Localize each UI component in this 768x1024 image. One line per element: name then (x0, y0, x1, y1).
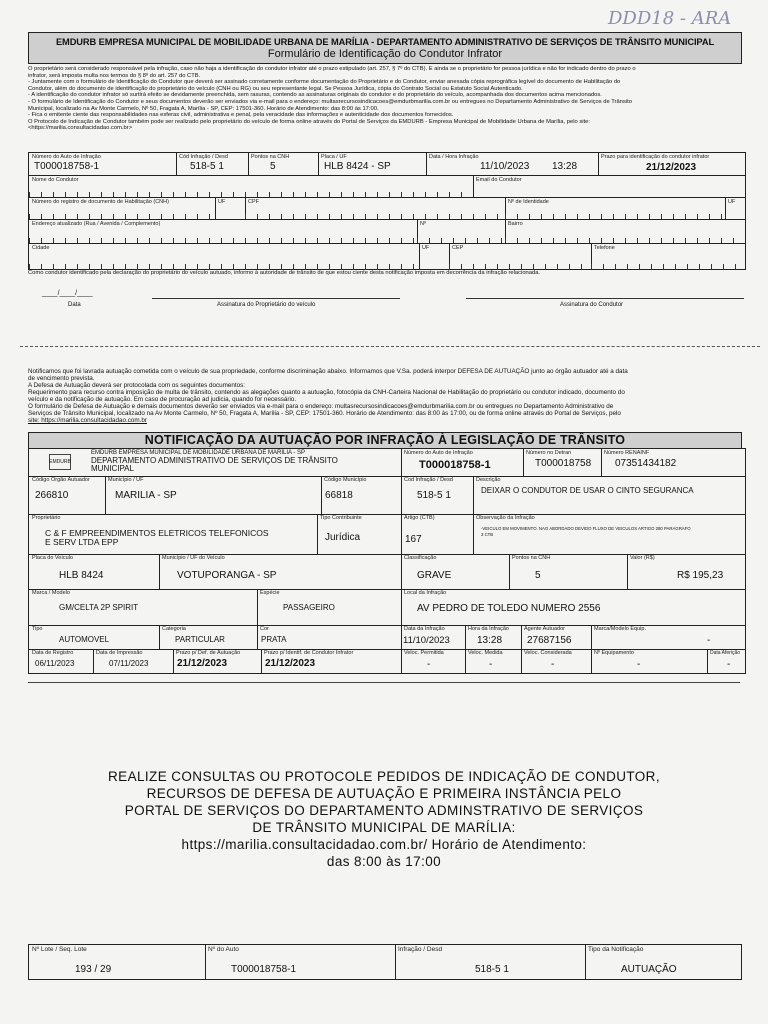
artigo-value: 167 (405, 534, 422, 545)
data-afer-value: - (727, 659, 731, 670)
intro-line: - O formulário de Identificação do Condutor e seus documentos deverão ser enviados via e-mail para o endereço: multasrecursosindicacoes@emdurbmarilia.com.br ou entregues no Departamento Administrativo de Serviços de Trânsito (28, 98, 632, 105)
email-label: Email do Condutor (476, 177, 522, 183)
intro-line: infrator, será imposta multa nos termos do § 8º do art. 257 do CTB. (28, 72, 201, 79)
intro-line: - Juntamente com o formulário de Identificação do Condutor que deverá ser assinado corretamente conforme documentação do Proprietário e do Condutor, enviar anexada cópia reprográfica legível do documento de Habilitação do (28, 79, 621, 86)
classificacao-label: Classificação (404, 555, 437, 561)
telefone-label: Telefone (594, 245, 615, 251)
marca-equip-value: - (707, 635, 711, 646)
bairro-label: Bairro (508, 221, 523, 227)
notification-grid (28, 448, 746, 674)
data-registro-value: 06/11/2023 (35, 659, 75, 668)
tipo-label: Tipo (32, 626, 43, 632)
footer-infracao-value: 518-5 1 (475, 964, 509, 975)
pontos-cell (248, 153, 319, 175)
cod-inf-value: 518-5 1 (417, 490, 451, 501)
org-line: EMDURB EMPRESA MUNICIPAL DE MOBILIDADE URBANA DE MARÍLIA - SP (91, 450, 306, 456)
uf2-field[interactable] (725, 198, 745, 220)
form-row-nome (29, 175, 745, 198)
intro-line: O Protocolo de Indicação de Condutor também pode ser realizado pelo proprietário do veículo de forma online através do Portal de Serviços da EMDURB - Empresa Municipal de Mobilidade Urbana de Marília, pelo site: (28, 118, 590, 125)
municipio-value: MARILIA - SP (115, 490, 177, 501)
veloc-cons-value: - (551, 659, 555, 670)
agente-value: 27687156 (527, 635, 572, 646)
proprietario-value-line1: C & F EMPREENDIMENTOS ELETRICOS TELEFONICOS (45, 528, 269, 538)
footer-auto-cell (205, 945, 396, 979)
notice-line: veículo e da notificação de autuação. Em caso de procuração ad judicia, quando for necessário. (28, 396, 297, 403)
data-registro-cell (29, 649, 94, 673)
notice-line: de vencimento prevista. (28, 375, 95, 382)
cod-inf-label: Cod Infração / Desd (404, 477, 453, 483)
footer-auto-label: Nº do Auto (208, 946, 239, 953)
pontos-label: Pontos na CNH (512, 555, 551, 561)
emdurb-logo-icon (49, 454, 71, 470)
municipio-veiculo-cell (159, 554, 401, 589)
identidade-field[interactable] (505, 198, 726, 220)
auto-num-cell (29, 153, 177, 175)
identidade-label: Nº de Identidade (508, 199, 549, 205)
declaration-text: Como condutor identificado pela declaração do proprietário do veículo autuado, informo à autoridade de trânsito de que estou ciente desta notificação imposta em decorrência da infração relacionada. (28, 270, 541, 276)
orgao-row (29, 476, 401, 515)
footer-tipo-value: AUTUAÇÃO (621, 964, 677, 975)
artigo-row (401, 514, 745, 555)
intro-text (28, 66, 746, 132)
message-line: das 8:00 às 17:00 (326, 854, 442, 869)
tipo-contrib-label: Tipo Contribuinte (320, 515, 362, 521)
artigo-label: Artigo (CTB) (404, 515, 435, 521)
data-impressao-cell (93, 649, 174, 673)
especie-label: Espécie (260, 590, 280, 596)
local-value: AV PEDRO DE TOLEDO NUMERO 2556 (417, 603, 601, 614)
cnh-label: Número do registro de documento de Habilitação (CNH) (32, 199, 169, 205)
sig-driver-label: Assinatura do Condutor (560, 302, 624, 308)
cod-inf-cell (401, 476, 474, 514)
cod-municipio-label: Código Município (324, 477, 367, 483)
notice-line: site: https://marilia.consultacidadao.com.br (28, 417, 147, 424)
tipo-value: AUTOMOVEL (59, 635, 110, 644)
intro-line: O proprietário será considerado responsável pela infração, caso não haja a identificação do condutor infrator até o prazo estipulado (art. 257, § 7º do CTB). E ainda se o proprietário for pessoa jurídica e não for indicado dentro do prazo o (28, 66, 636, 72)
uf-label: UF (218, 199, 226, 205)
veloc-perm-cell (401, 649, 466, 673)
notice-line: Requerimento para recurso contra imposição de multa de trânsito, contendo as alegações quanto a autuação, fotocópia da CNH-Carteira Nacional de Habilitação do proprietário ou condutor indicado, documento do (28, 389, 625, 396)
auto-num-label: Número do Auto de Infração (404, 450, 473, 456)
hora-value: 13:28 (552, 161, 578, 172)
local-label: Local da Infração (404, 590, 447, 596)
owner-signature-line[interactable] (152, 298, 400, 299)
org-name (91, 450, 338, 473)
header-form-title: Formulário de Identificação do Condutor Infrator (267, 48, 503, 60)
data-impressao-label: Data de Impressão (96, 650, 143, 656)
descricao-label: Descrição (476, 477, 501, 483)
placa-value: HLB 8424 - SP (324, 161, 391, 172)
data-registro-label: Data de Registro (32, 650, 74, 656)
uf3-label: UF (422, 245, 430, 251)
notice-line: Notificamos que foi lavrada autuação cometida com o veículo de sua propriedade, conforme discriminação abaixo. Informamos que V.Sa. poderá interpor DEFESA DE AUTUAÇÃO junto ao órgão autuador até a data (28, 368, 628, 375)
cod-inf-cell (176, 153, 249, 175)
categoria-label: Categoria (162, 626, 186, 632)
uf3-field[interactable] (419, 244, 450, 270)
cnh-field[interactable] (29, 198, 216, 220)
cod-inf-value: 518-5 1 (190, 161, 224, 172)
marca-cell (29, 589, 258, 625)
agente-label: Agente Autuador (524, 626, 565, 632)
valor-value: R$ 195,23 (677, 570, 724, 581)
cidade-field[interactable] (29, 244, 420, 270)
auto-num-value: T000018758-1 (419, 459, 491, 471)
notice-text (28, 368, 746, 424)
nome-label: Nome do Condutor (32, 177, 79, 183)
observacao-label: Observação da Infração (476, 515, 535, 521)
uf2-label: UF (728, 199, 736, 205)
data-infracao-row (401, 625, 745, 650)
footer-lote-label: Nº Lote / Seq. Lote (32, 946, 87, 953)
endereco-field[interactable] (29, 220, 418, 244)
data-impressao-value: 07/11/2023 (109, 659, 149, 668)
cod-inf-label: Cód Infração / Desd (179, 154, 228, 160)
renainf-label: Número RENAINF (604, 450, 650, 456)
marca-label: Marca / Modelo (32, 590, 70, 596)
proprietario-row (29, 514, 401, 555)
cor-label: Cor (260, 626, 269, 632)
portal-message (84, 768, 684, 870)
pontos-label: Pontos na CNH (251, 154, 290, 160)
tipo-cell (29, 625, 160, 649)
form-row-auto (29, 153, 745, 175)
pontos-cell (509, 554, 628, 589)
proprietario-label: Proprietário (32, 515, 61, 521)
sig-data-label: Data (68, 302, 81, 308)
marca-value: GM/CELTA 2P SPIRIT (59, 603, 139, 612)
org-line: MUNICIPAL (91, 463, 134, 473)
cod-orgao-value: 266810 (35, 490, 69, 501)
uf-field[interactable] (215, 198, 246, 220)
cep-label: CEP (452, 245, 464, 251)
veloc-cons-cell (521, 649, 592, 673)
auto-num-cell (401, 449, 524, 476)
cor-cell (257, 625, 401, 649)
renainf-cell (601, 449, 745, 476)
data-value: 11/10/2023 (480, 161, 530, 172)
prazo-cell (598, 153, 745, 175)
municipio-label: Município / UF (108, 477, 144, 483)
artigo-cell (401, 514, 474, 554)
classificacao-cell (401, 554, 510, 589)
auto-num-value: T000018758-1 (34, 161, 100, 172)
auto-row (401, 449, 745, 477)
email-field[interactable] (473, 176, 745, 198)
notice-line: A Defesa de Autuação deverá ser protocolada com os seguintes documentos: (28, 382, 246, 389)
cor-value: PRATA (261, 635, 287, 644)
cod-orgao-label: Código Órgão Autuador (32, 477, 90, 483)
descricao-cell (473, 476, 745, 514)
valor-cell (627, 554, 745, 589)
placa-cell (29, 554, 160, 589)
intro-line: Municipal, localizado na Av Monte Carmelo, Nº 50, Fragata A, Marília - SP, CEP: 17501-360. Horário de Atendimento: das 8:00 às 17:00. (28, 105, 379, 112)
datas-row (29, 649, 401, 673)
prazo-ident-label: Prazo p/ Identif. de Condutor Infrator (264, 650, 354, 656)
data-hora-label: Data / Hora Infração (429, 154, 479, 160)
form-header (28, 32, 742, 64)
hora-inf-label: Hora da Infração (468, 626, 509, 632)
sig-owner-label: Assinatura do Proprietário do veículo (217, 302, 316, 308)
cod-orgao-cell (29, 476, 106, 514)
observacao-value-line2: 3 CTB (481, 532, 494, 537)
org-line: DEPARTAMENTO ADMINISTRATIVO DE SERVIÇOS DE TRÂNSITO (91, 455, 338, 465)
handwritten-reference: DDD18 - ARA (608, 8, 732, 29)
cod-municipio-cell (321, 476, 401, 514)
categoria-cell (159, 625, 258, 649)
footer-lote-cell (29, 945, 206, 979)
date-blank[interactable]: ____/____/____ (42, 290, 93, 297)
pontos-value: 5 (535, 570, 541, 581)
num-detran-label: Número no Detran (526, 450, 572, 456)
num-detran-cell (523, 449, 602, 476)
data-afer-label: Data Aferição (710, 650, 741, 656)
data-hora-cell (426, 153, 599, 175)
num-detran-value: T000018758 (535, 458, 592, 469)
data-afer-cell (707, 649, 745, 673)
proprietario-value-line2: E SERV LTDA EPP (45, 537, 119, 547)
bairro-field[interactable] (505, 220, 745, 244)
intro-line: - Fica o emitente ciente das responsabilidades nas esferas civil, administrativa e penal, pela veracidade das informações e autenticidade dos documentos fornecidos. (28, 112, 454, 119)
footer-infracao-cell (395, 945, 586, 979)
agente-cell (521, 625, 592, 649)
intro-line: - A identificação do condutor infrator só surtirá efeito se devidamente preenchida, sem rasuras, contendo as assinaturas originais do condutor e do proprietário do veículo, acompanhada dos documentos acima mencionados. (28, 92, 602, 99)
local-row (401, 589, 745, 626)
veloc-medida-value: - (489, 659, 493, 670)
especie-value: PASSAGEIRO (283, 603, 335, 612)
placa-label: Placa do Veículo (32, 555, 73, 561)
num-equip-cell (591, 649, 708, 673)
tipo-contrib-value: Jurídica (325, 532, 361, 543)
footer-infracao-label: Infração / Desd (398, 946, 443, 953)
endereco-label: Endereço atualizado (Rua / Avenida / Complemento) (32, 221, 161, 227)
hora-inf-cell (465, 625, 522, 649)
marca-row (29, 589, 401, 626)
data-inf-cell (401, 625, 466, 649)
footer-lote-value: 193 / 29 (75, 964, 112, 975)
veloc-cons-label: Veloc. Considerada (524, 650, 572, 656)
classificacao-row (401, 554, 745, 590)
especie-cell (257, 589, 401, 625)
placa-cell (318, 153, 427, 175)
numero-label: Nº (420, 221, 426, 227)
valor-label: Valor (R$) (630, 555, 655, 561)
velocidade-row (401, 649, 745, 673)
portal-url-line[interactable]: https://marilia.consultacidadao.com.br/ Horário de Atendimento: (181, 837, 587, 852)
num-equip-label: Nº Equipamento (594, 650, 634, 656)
notification-right-column (401, 449, 745, 673)
header-org-title: EMDURB EMPRESA MUNICIPAL DE MOBILIDADE URBANA DE MARÍLIA - DEPARTAMENTO ADMINISTRATIVO DE SERVIÇOS DE TRÂNSITO MUNICIPAL (55, 37, 715, 47)
form-row-cidade (29, 243, 745, 270)
tipo-contrib-cell (317, 514, 401, 554)
nome-field[interactable] (29, 176, 474, 198)
pontos-value: 5 (270, 161, 276, 172)
notification-title: NOTIFICAÇÃO DA AUTUAÇÃO POR INFRAÇÃO À LEGISLAÇÃO DE TRÂNSITO (28, 432, 742, 449)
observacao-cell (473, 514, 745, 554)
cidade-label: Cidade (32, 245, 50, 251)
notification-left-column (29, 449, 402, 673)
message-line: PORTAL DE SERVIÇOS DO DEPARTAMENTO ADMINSTRATIVO DE SERVIÇOS (124, 803, 644, 818)
municipio-cell (105, 476, 322, 514)
numero-field[interactable] (417, 220, 506, 244)
prazo-defesa-value: 21/12/2023 (177, 658, 228, 669)
auto-num-label: Número do Auto de Infração (32, 154, 101, 160)
num-equip-value: - (637, 659, 641, 670)
footer-table (28, 944, 742, 980)
categoria-value: PARTICULAR (175, 635, 225, 644)
marca-equip-label: Marca/Modelo Equip. (594, 626, 646, 632)
prazo-ident-cell (261, 649, 401, 673)
observacao-value-line1: -VEICULO EM MOVIMENTO. NAO ABORDADO DEVIDO FLUXO DE VEICULOS ARTIGO 280 PARAGRAFO (481, 526, 691, 531)
marca-equip-cell (591, 625, 745, 649)
message-line: REALIZE CONSULTAS OU PROTOCOLE PEDIDOS DE INDICAÇÃO DE CONDUTOR, (108, 769, 660, 784)
municipio-veiculo-label: Município / UF do Veículo (162, 555, 225, 561)
data-inf-value: 11/10/2023 (403, 635, 450, 646)
placa-row (29, 554, 401, 590)
infracao-row (401, 476, 745, 515)
message-line: DE TRÂNSITO MUNICIPAL DE MARÍLIA: (252, 820, 516, 835)
placa-label: Placa / UF (321, 154, 347, 160)
prazo-defesa-cell (173, 649, 262, 673)
notice-line: O formulário de Defesa de Autuação e demais documentos deverão ser enviados via e-mail para o endereço: multasrecursosindicacoes@emdurbmarilia.com.br ou entregues no Departamento Administrativo de (28, 403, 614, 410)
data-inf-label: Data da Infração (404, 626, 445, 632)
municipio-veiculo-value: VOTUPORANGA - SP (177, 570, 277, 581)
tipo-row (29, 625, 401, 650)
veloc-perm-value: - (427, 659, 431, 670)
placa-value: HLB 8424 (59, 570, 104, 581)
section-separator (28, 682, 740, 683)
footer-tipo-cell (585, 945, 741, 979)
cod-municipio-value: 66818 (325, 490, 353, 501)
cpf-label: CPF (248, 199, 259, 205)
veloc-medida-label: Veloc. Medida (468, 650, 503, 656)
classificacao-value: GRAVE (417, 570, 452, 581)
form-row-cnh (29, 197, 745, 220)
driver-signature-line[interactable] (466, 298, 744, 299)
cut-line (20, 346, 760, 347)
notice-line: Serviços de Trânsito Municipal, localizado na Av Monte Carmelo, Nº 50, Fragata A, Marília - SP, CEP: 17501-360. Horário de Atendimento: das 8:00 às 17:00, ou de forma online através do Portal de Serviços, pelo (28, 410, 621, 417)
renainf-value: 07351434182 (615, 458, 677, 469)
prazo-label: Prazo para identificação do condutor infrator (601, 154, 710, 160)
hora-inf-value: 13:28 (477, 635, 503, 646)
footer-tipo-label: Tipo da Notificação (588, 946, 644, 953)
form-row-endereco (29, 219, 745, 244)
logo-text: EMDURB (49, 459, 71, 465)
org-block (29, 449, 401, 477)
message-line: RECURSOS DE DEFESA DE AUTUAÇÃO E PRIMEIRA INSTÂNCIA PELO (146, 786, 622, 801)
intro-line: <https://marilia.consultacidadao.com.br> (28, 125, 133, 132)
identification-form (28, 152, 746, 270)
footer-auto-value: T000018758-1 (231, 964, 297, 975)
veloc-perm-label: Veloc. Permitida (404, 650, 444, 656)
proprietario-cell (29, 514, 318, 554)
descricao-value: DEIXAR O CONDUTOR DE USAR O CINTO SEGURANCA (481, 486, 694, 495)
veloc-medida-cell (465, 649, 522, 673)
cpf-field[interactable] (245, 198, 506, 220)
intro-line: Condutor, além do documento de identificação do proprietário do veículo (CNH ou RG) ou seu representante legal. Se Pessoa Jurídica, cópia do Contrato Social ou Estatuto Social Autenticado. (28, 85, 523, 92)
prazo-defesa-label: Prazo p/ Def. de Autuação (176, 650, 241, 656)
telefone-field[interactable] (591, 244, 745, 270)
cep-field[interactable] (449, 244, 592, 270)
prazo-ident-value: 21/12/2023 (265, 658, 316, 669)
prazo-value: 21/12/2023 (646, 162, 697, 173)
